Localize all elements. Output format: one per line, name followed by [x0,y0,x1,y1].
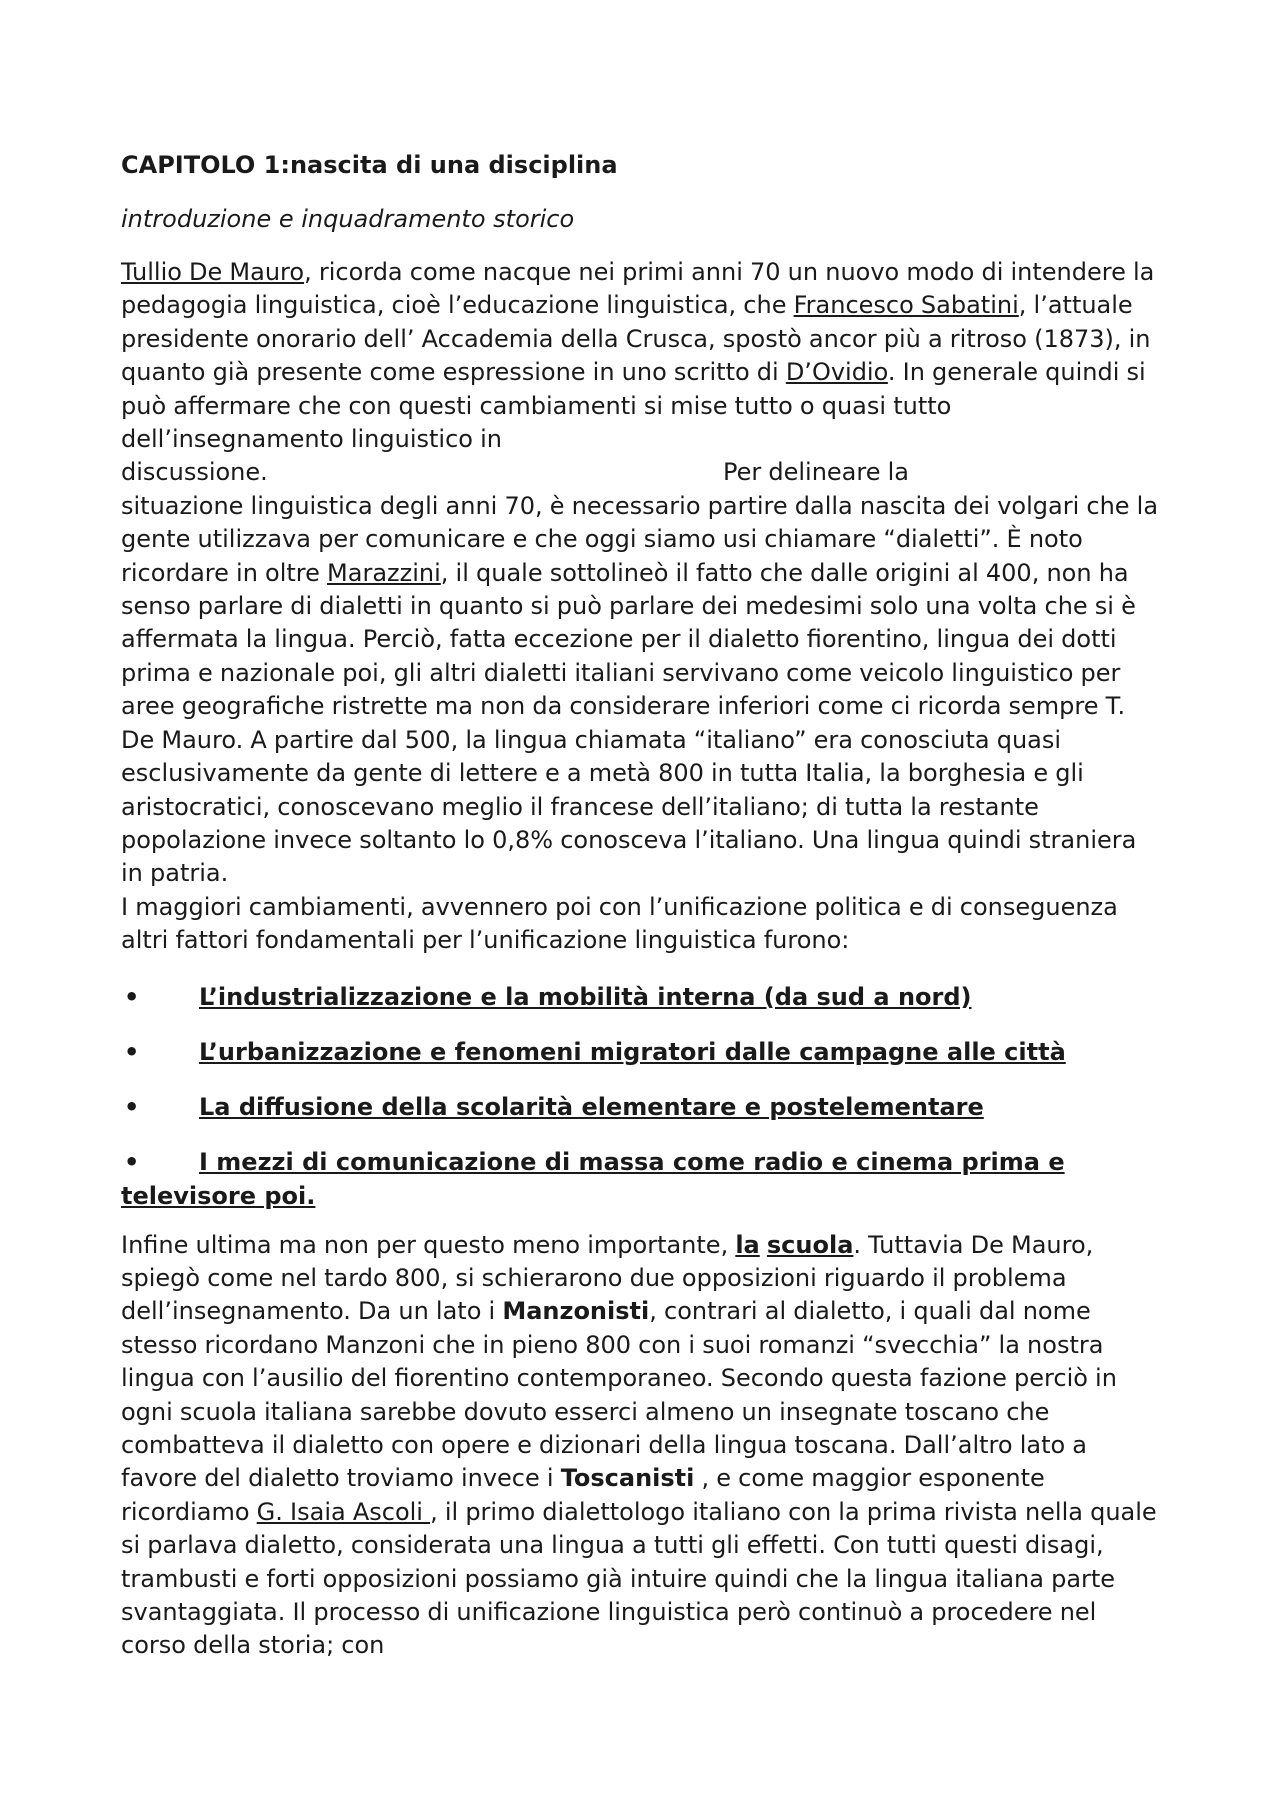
paragraph-text: . Tuttavia De Mauro, spiegò come nel tardo 800, si schierarono due opposizioni riguardo il problema dell’insegnamento. Da un lato i [121,1230,1094,1326]
paragraph-text: situazione linguistica degli anni 70, è necessario partire dalla nascita dei volgari che la gente utilizzava per comunicare e che oggi siamo usi chiamare “dialetti”. È noto ricordare in oltre [121,491,1159,587]
name-dovidio: D’Ovidio [785,358,888,387]
split-line [121,456,1161,489]
name-de-mauro: Tullio De Mauro [121,258,305,286]
paragraph-text: Per delineare la [722,458,909,487]
document-page [121,148,1161,1663]
name-marazzini: Marazzini [327,558,441,587]
paragraph-text: , e come maggior esponente ricordiamo [121,1464,1045,1526]
bullet-icon: • [124,1147,140,1176]
paragraph-text: . In generale quindi si può affermare che con questi cambiamenti si mise tutto o quasi tutto dell’insegnamento linguistico in [121,358,1146,454]
bullet-icon: • [124,982,140,1011]
paragraph-text: , l’attuale presidente onorario dell’ Accademia della Crusca, spostò ancor più a ritroso (1873), in quanto già presente come espressione in uno scritto di [121,291,1151,387]
paragraph-text: , contrari al dialetto, i quali dal nome stesso ricordano Manzoni che in pieno 800 con i suoi romanzi “svecchia” la nostra lingua con l’ausilio del fiorentino contemporaneo. Secondo questa fazione perciò in ogni scuola italiana sarebbe dovuto esserci almeno un insegnate toscano che combatteva il dialetto con opere e dizionari della lingua toscana. Dall’altro lato a favore del dialetto troviamo invece i [121,1297,1117,1493]
school-paragraph [121,1229,1161,1663]
factors-list [121,980,1161,1213]
intro-paragraph [121,256,1161,958]
list-item: • I mezzi di comunicazione di massa come radio e cinema prima e televisore poi. [121,1145,1161,1213]
term-toscanisti: Toscanisti [560,1464,695,1493]
chapter-heading: CAPITOLO 1:nascita di una disciplina [121,151,618,179]
list-item: • La diffusione della scolarità elementare e postelementare [121,1090,1161,1124]
paragraph-text: discussione. [121,458,268,487]
name-ascoli: G. Isaia Ascoli [256,1497,431,1526]
paragraph-text: , il quale sottolineò il fatto che dalle origini al 400, non ha senso parlare di dialetti in quanto si può parlare dei medesimi solo una volta che si è affermata la lingua. Perciò, fatta eccezione per il dialetto fiorentino, lingua dei dotti prima e nazionale poi, gli altri dialetti italiani servivano come veicolo linguistico per aree geografiche ristrette ma non da considerare inferiori come ci ricorda sempre T. De Mauro. A partire dal 500, la lingua chiamata “italiano” era conosciuta quasi esclusivamente da gente di lettere e a metà 800 in tutta Italia, la borghesia e gli aristocratici, conoscevano meglio il francese dell’italiano; di tutta la restante popolazione invece soltanto lo 0,8% conosceva l’italiano. Una lingua quindi straniera in patria. [121,558,1137,888]
paragraph-text: , ricorda come nacque nei primi anni 70 un nuovo modo di intendere la pedagogia linguistica, cioè l’educazione linguistica, che [121,258,1155,320]
emphasis-scuola: scuola [766,1230,854,1259]
bullet-icon: • [124,1092,140,1121]
paragraph-text: I maggiori cambiamenti, avvennero poi con l’unificazione politica e di conseguenza altri fattori fondamentali per l’unificazione linguistica furono: [121,892,1118,955]
paragraph-text: Infine ultima ma non per questo meno importante, [121,1230,736,1259]
emphasis-la: la [735,1230,760,1259]
bullet-icon: • [124,1037,140,1066]
name-sabatini: Francesco Sabatini [793,291,1019,320]
paragraph-text: , il primo dialettologo italiano con la prima rivista nella quale si parlava dialetto, considerata una lingua a tutti gli effetti. Con tutti questi disagi, trambusti e forti opposizioni possiamo già intuire quindi che la lingua italiana parte svantaggiata. Il processo di unificazione linguistica però continuò a procedere nel corso della storia; con [121,1497,1157,1660]
section-subheading: introduzione e inquadramento storico [121,205,575,233]
list-item: • L’industrializzazione e la mobilità interna (da sud a nord) [121,980,1161,1014]
list-item: • L’urbanizzazione e fenomeni migratori dalle campagne alle città [121,1035,1161,1069]
term-manzonisti: Manzonisti [502,1297,650,1326]
